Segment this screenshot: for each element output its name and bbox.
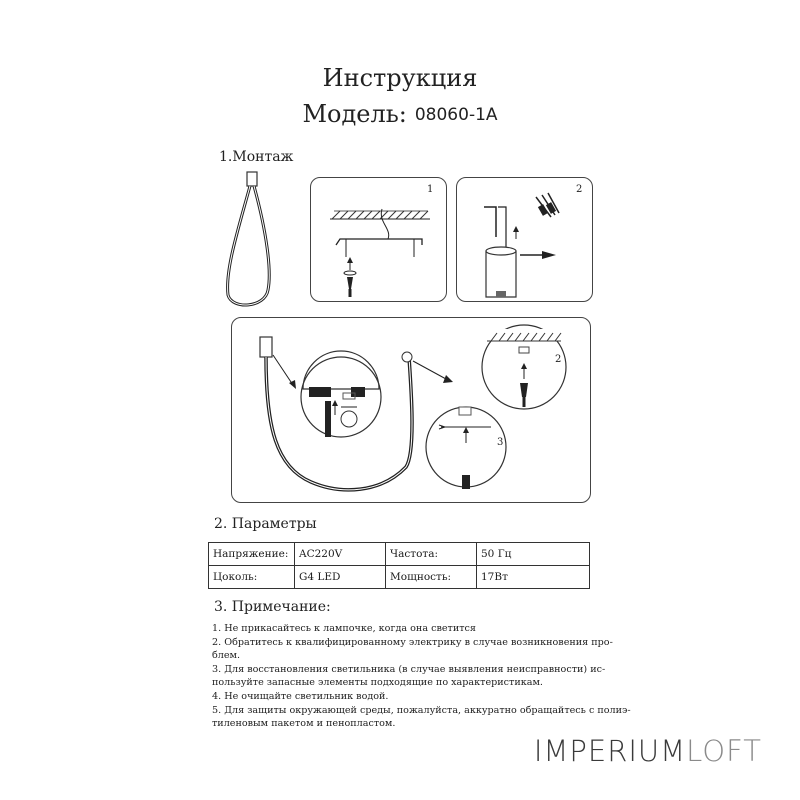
param-value-frequency: 50 Гц (477, 543, 590, 566)
figure-number-2: 2 (576, 184, 583, 195)
model-code: 08060-1A (414, 105, 498, 125)
model-line (0, 100, 800, 128)
param-key-voltage: Напряжение: (209, 543, 295, 566)
note-line: блем. (212, 650, 241, 662)
figure-number-overview-3: 3 (497, 437, 504, 448)
section-notes-heading: 3. Примечание: (214, 599, 331, 615)
notes-list (212, 622, 631, 731)
note-line: 4. Не очищайте светильник водой. (212, 690, 389, 702)
table-row (209, 543, 590, 566)
param-key-power: Мощность: (386, 566, 477, 589)
brand-watermark (534, 734, 762, 768)
param-value-socket: G4 LED (295, 566, 386, 589)
param-key-socket: Цоколь: (209, 566, 295, 589)
note-line: 2. Обратитесь к квалифицированному электрику в случае возникновения про- (212, 636, 613, 648)
lamp-overview-illustration (220, 170, 310, 315)
figure-number-1: 1 (427, 184, 434, 195)
note-line: тиленовым пакетом и пенопластом. (212, 718, 396, 730)
param-value-voltage: AC220V (295, 543, 386, 566)
model-label: Модель: (302, 100, 407, 128)
wiring-connection-illustration (456, 177, 592, 301)
param-value-power: 17Вт (477, 566, 590, 589)
note-line: пользуйте запасные элементы подходящие по характеристикам. (212, 677, 543, 689)
ceiling-bracket-illustration (310, 177, 446, 301)
table-row (209, 566, 590, 589)
param-key-frequency: Частота: (386, 543, 477, 566)
note-line: 3. Для восстановления светильника (в случае выявления неисправности) ис- (212, 663, 606, 675)
section-mounting-heading: 1.Монтаж (219, 149, 294, 165)
note-line: 5. Для защиты окружающей среды, пожалуйста, аккуратно обращайтесь с полиэ- (212, 704, 631, 716)
section-params-heading: 2. Параметры (214, 516, 317, 532)
brand-part-1: IMPERIUM (533, 734, 687, 768)
document-title: Инструкция (322, 64, 478, 92)
figure-number-overview-2: 2 (555, 354, 562, 365)
installation-overview-illustration (231, 317, 591, 503)
brand-part-2: LOFT (686, 734, 762, 768)
note-line: 1. Не прикасайтесь к лампочке, когда она светится (212, 623, 476, 634)
params-table (208, 542, 590, 589)
